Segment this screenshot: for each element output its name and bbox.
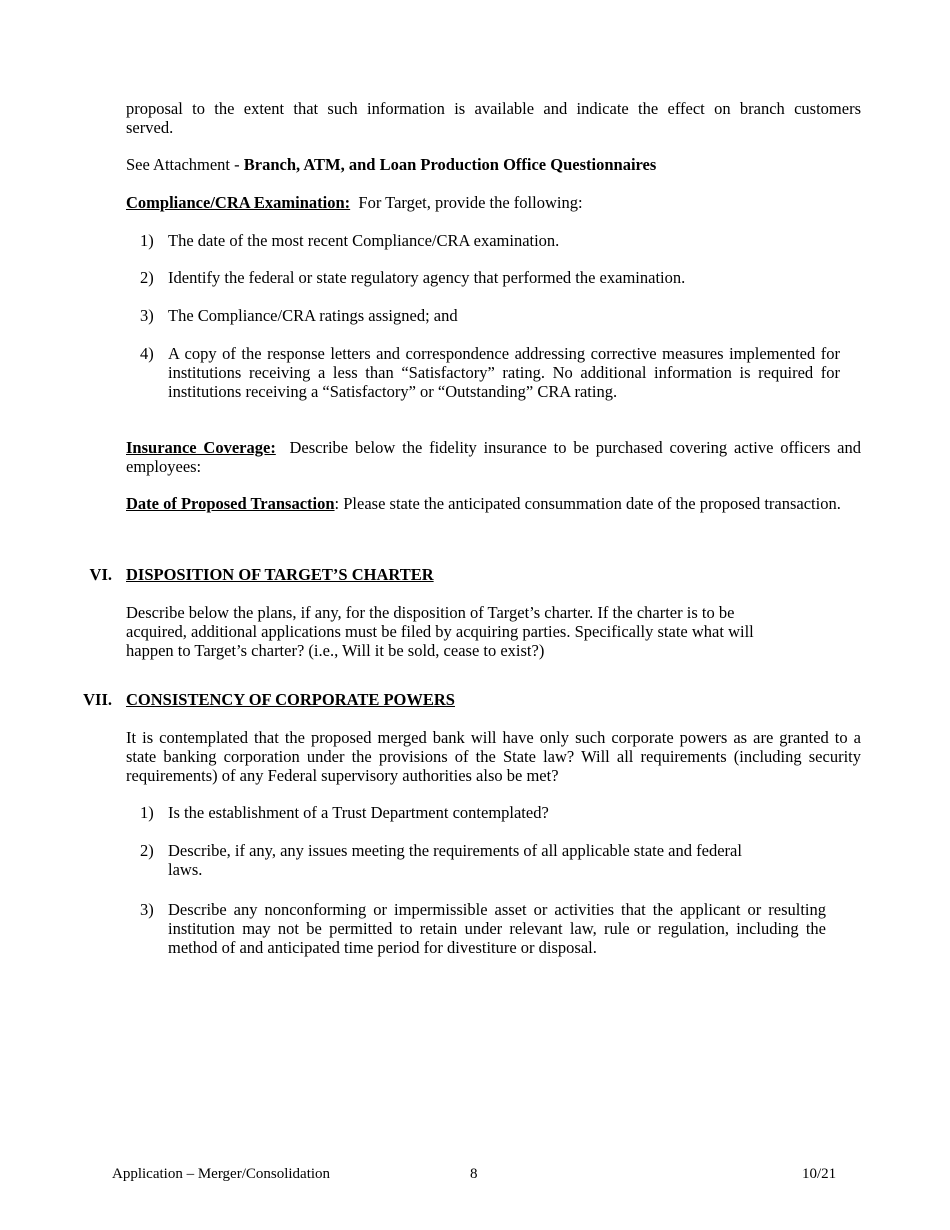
list-number: 4) (140, 344, 154, 363)
list-text: Identify the federal or state regulatory agency that performed the examination. (168, 268, 686, 287)
list-number: 3) (140, 306, 154, 325)
transaction-label: Date of Proposed Transaction (126, 494, 335, 513)
compliance-intro (126, 193, 861, 212)
transaction-text: : Please state the anticipated consummation date of the proposed transaction. (334, 494, 841, 513)
footer-title: Application – Merger/Consolidation (112, 1166, 331, 1182)
list-text-line: laws. (168, 860, 203, 879)
insurance-text: Describe below the fidelity insurance to be purchased covering active officers and employees: (126, 438, 861, 476)
list-text: Describe any nonconforming or impermissible asset or activities that the applicant or resulting institution may not be permitted to retain under relevant law, rule or regulation, including the method of and anticipated time period for divestiture or disposal. (168, 900, 826, 957)
transaction-paragraph (126, 494, 861, 513)
list-number: 1) (140, 803, 154, 822)
section7-body: It is contemplated that the proposed merged bank will have only such corporate powers as are granted to a state banking corporation under the provisions of the State law? Will all requirements (including security requirements) of any Federal supervisory authorities also be met? (126, 728, 861, 785)
list-item (140, 841, 840, 879)
list-item (140, 900, 840, 957)
section6-line: happen to Target’s charter? (i.e., Will it be sold, cease to exist?) (126, 641, 545, 660)
list-item (140, 231, 840, 250)
list-number: 2) (140, 841, 154, 860)
list-text (168, 841, 840, 879)
list-number: 3) (140, 900, 154, 919)
continuation-line: proposal to the extent that such information is available and indicate the effect on branch customers (126, 99, 861, 118)
continuation-paragraph (126, 99, 861, 137)
list-item (140, 803, 840, 822)
section-number: VII. (83, 690, 112, 709)
insurance-label: Insurance Coverage: (126, 438, 276, 457)
list-item (140, 344, 840, 401)
section6-body (126, 603, 861, 660)
section6-line: acquired, additional applications must be filed by acquiring parties. Specifically state what will (126, 622, 754, 641)
page-number: 8 (470, 1166, 478, 1182)
section-title: DISPOSITION OF TARGET’S CHARTER (126, 565, 434, 584)
list-item (140, 268, 840, 287)
list-text: Is the establishment of a Trust Department contemplated? (168, 803, 549, 822)
list-item (140, 306, 840, 325)
list-text: A copy of the response letters and correspondence addressing corrective measures implemented for institutions receiving a less than “Satisfactory” rating. No additional information is required for institutions receiving a “Satisfactory” or “Outstanding” CRA rating. (168, 344, 840, 401)
list-text: The Compliance/CRA ratings assigned; and (168, 306, 458, 325)
attachment-title: Branch, ATM, and Loan Production Office Questionnaires (243, 155, 657, 174)
list-number: 2) (140, 268, 154, 287)
attachment-reference (126, 155, 861, 174)
compliance-text: For Target, provide the following: (358, 193, 583, 212)
continuation-line: served. (126, 118, 174, 137)
list-text: The date of the most recent Compliance/CRA examination. (168, 231, 560, 250)
section6-line: Describe below the plans, if any, for the disposition of Target’s charter. If the charter is to be (126, 603, 735, 622)
compliance-label: Compliance/CRA Examination: (126, 193, 351, 212)
list-text-line: Describe, if any, any issues meeting the requirements of all applicable state and federal (168, 841, 742, 860)
insurance-paragraph (126, 438, 861, 476)
section-title: CONSISTENCY OF CORPORATE POWERS (126, 690, 455, 709)
attachment-prefix: See Attachment - (126, 155, 244, 174)
list-number: 1) (140, 231, 154, 250)
footer-date: 10/21 (802, 1166, 837, 1182)
section-number: VI. (89, 565, 112, 584)
